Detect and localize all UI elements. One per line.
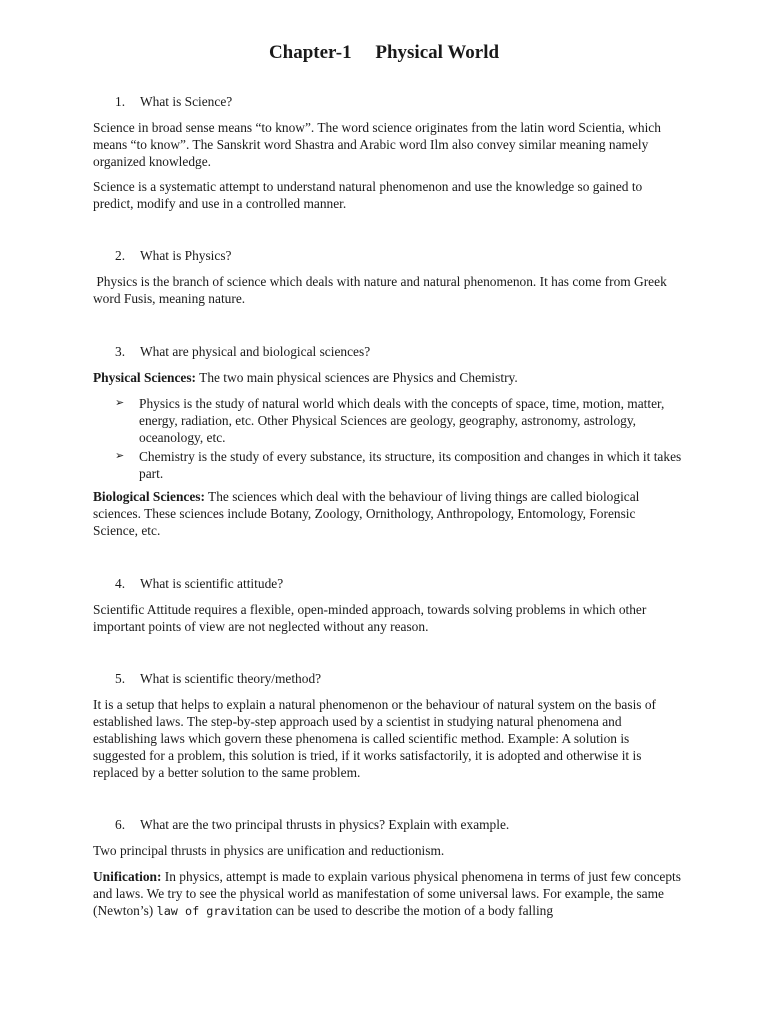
question-2-number: 2. [115,248,126,263]
physical-sciences-label: Physical Sciences: [93,370,197,385]
arrow-bullet-icon: ➢ [115,450,125,462]
biological-sciences-label: Biological Sciences: [93,489,205,504]
question-6-text: What are the two principal thrusts in physics? Explain with example. [140,817,510,832]
question-1-number: 1. [115,94,126,109]
answer-2-paragraph: Physics is the branch of science which deals with nature and natural phenomenon. It has come from Greek word Fusis, meaning nature. [93,274,671,306]
biological-sciences-paragraph [93,488,683,539]
question-3-number: 3. [115,344,126,359]
biological-sciences-text: The sciences which deal with the behaviour of living things are called biological sciences. These sciences include Botany, Zoology, Ornithology, Anthropology, Entomology, Forensic Science, etc. [93,489,643,538]
question-5-number: 5. [115,671,126,686]
answer-6-paragraph: Two principal thrusts in physics are unification and reductionism. [93,843,445,858]
unification-text-part-1: In physics, attempt is made to explain various physical phenomena in terms of just few concepts and laws. We try to see the physical world as manifestation of some universal laws. For example, the same (Newton’s) [93,869,685,918]
physical-sciences-text: The two main physical sciences are Physics and Chemistry. [196,370,518,385]
question-3 [115,343,370,360]
question-3-text: What are physical and biological sciences? [140,344,371,359]
list-item-text: Physics is the study of natural world which deals with the concepts of space, time, motion, matter, energy, radiation, etc. Other Physical Sciences are geology, geography, astronomy, astrology, oceanology, etc. [139,396,665,445]
question-6 [115,816,509,833]
answer-1-paragraph-1: Science in broad sense means “to know”. The word science originates from the latin word Scientia, which means “to know”. The Sanskrit word Shastra and Arabic word Ilm also convey similar meaning namely organized knowledge. [93,120,661,169]
question-4-number: 4. [115,576,126,591]
question-5 [115,670,321,687]
question-1-text: What is Science? [140,94,233,109]
question-4 [115,575,283,592]
answer-4-paragraph: Scientific Attitude requires a flexible, open-minded approach, towards solving problems in which other important points of view are not neglected without any reason. [93,602,647,634]
unification-paragraph [93,868,683,920]
physical-sciences-list [93,395,683,484]
question-4-text: What is scientific attitude? [140,576,284,591]
physical-sciences-paragraph [93,369,683,386]
page-title: Chapter-1 Physical World [268,42,500,63]
question-6-number: 6. [115,817,126,832]
arrow-bullet-icon: ➢ [115,397,125,409]
question-5-text: What is scientific theory/method? [140,671,322,686]
list-item [93,395,683,446]
question-1 [115,93,232,110]
list-item [93,448,683,482]
unification-text-monospace: law of gravi [156,904,242,918]
unification-text-part-2: tation can be used to describe the motion of a body falling [241,903,554,918]
answer-1-paragraph-2: Science is a systematic attempt to understand natural phenomenon and use the knowledge so gained to predict, modify and use in a controlled manner. [93,179,643,211]
unification-label: Unification: [93,869,162,884]
question-2-text: What is Physics? [140,248,232,263]
answer-5-paragraph: It is a setup that helps to explain a natural phenomenon or the behaviour of natural system on the basis of established laws. The step-by-step approach used by a scientist in studying natural phenomena and establishing laws which govern these phenomena is called scientific method. Example: A solution is suggested for a problem, this solution is tried, if it works satisfactorily, it is adopted and otherwise it is replaced by a better solution to the same problem. [93,697,657,780]
list-item-text: Chemistry is the study of every substance, its structure, its composition and changes in which it takes part. [139,449,682,481]
question-2 [115,247,232,264]
